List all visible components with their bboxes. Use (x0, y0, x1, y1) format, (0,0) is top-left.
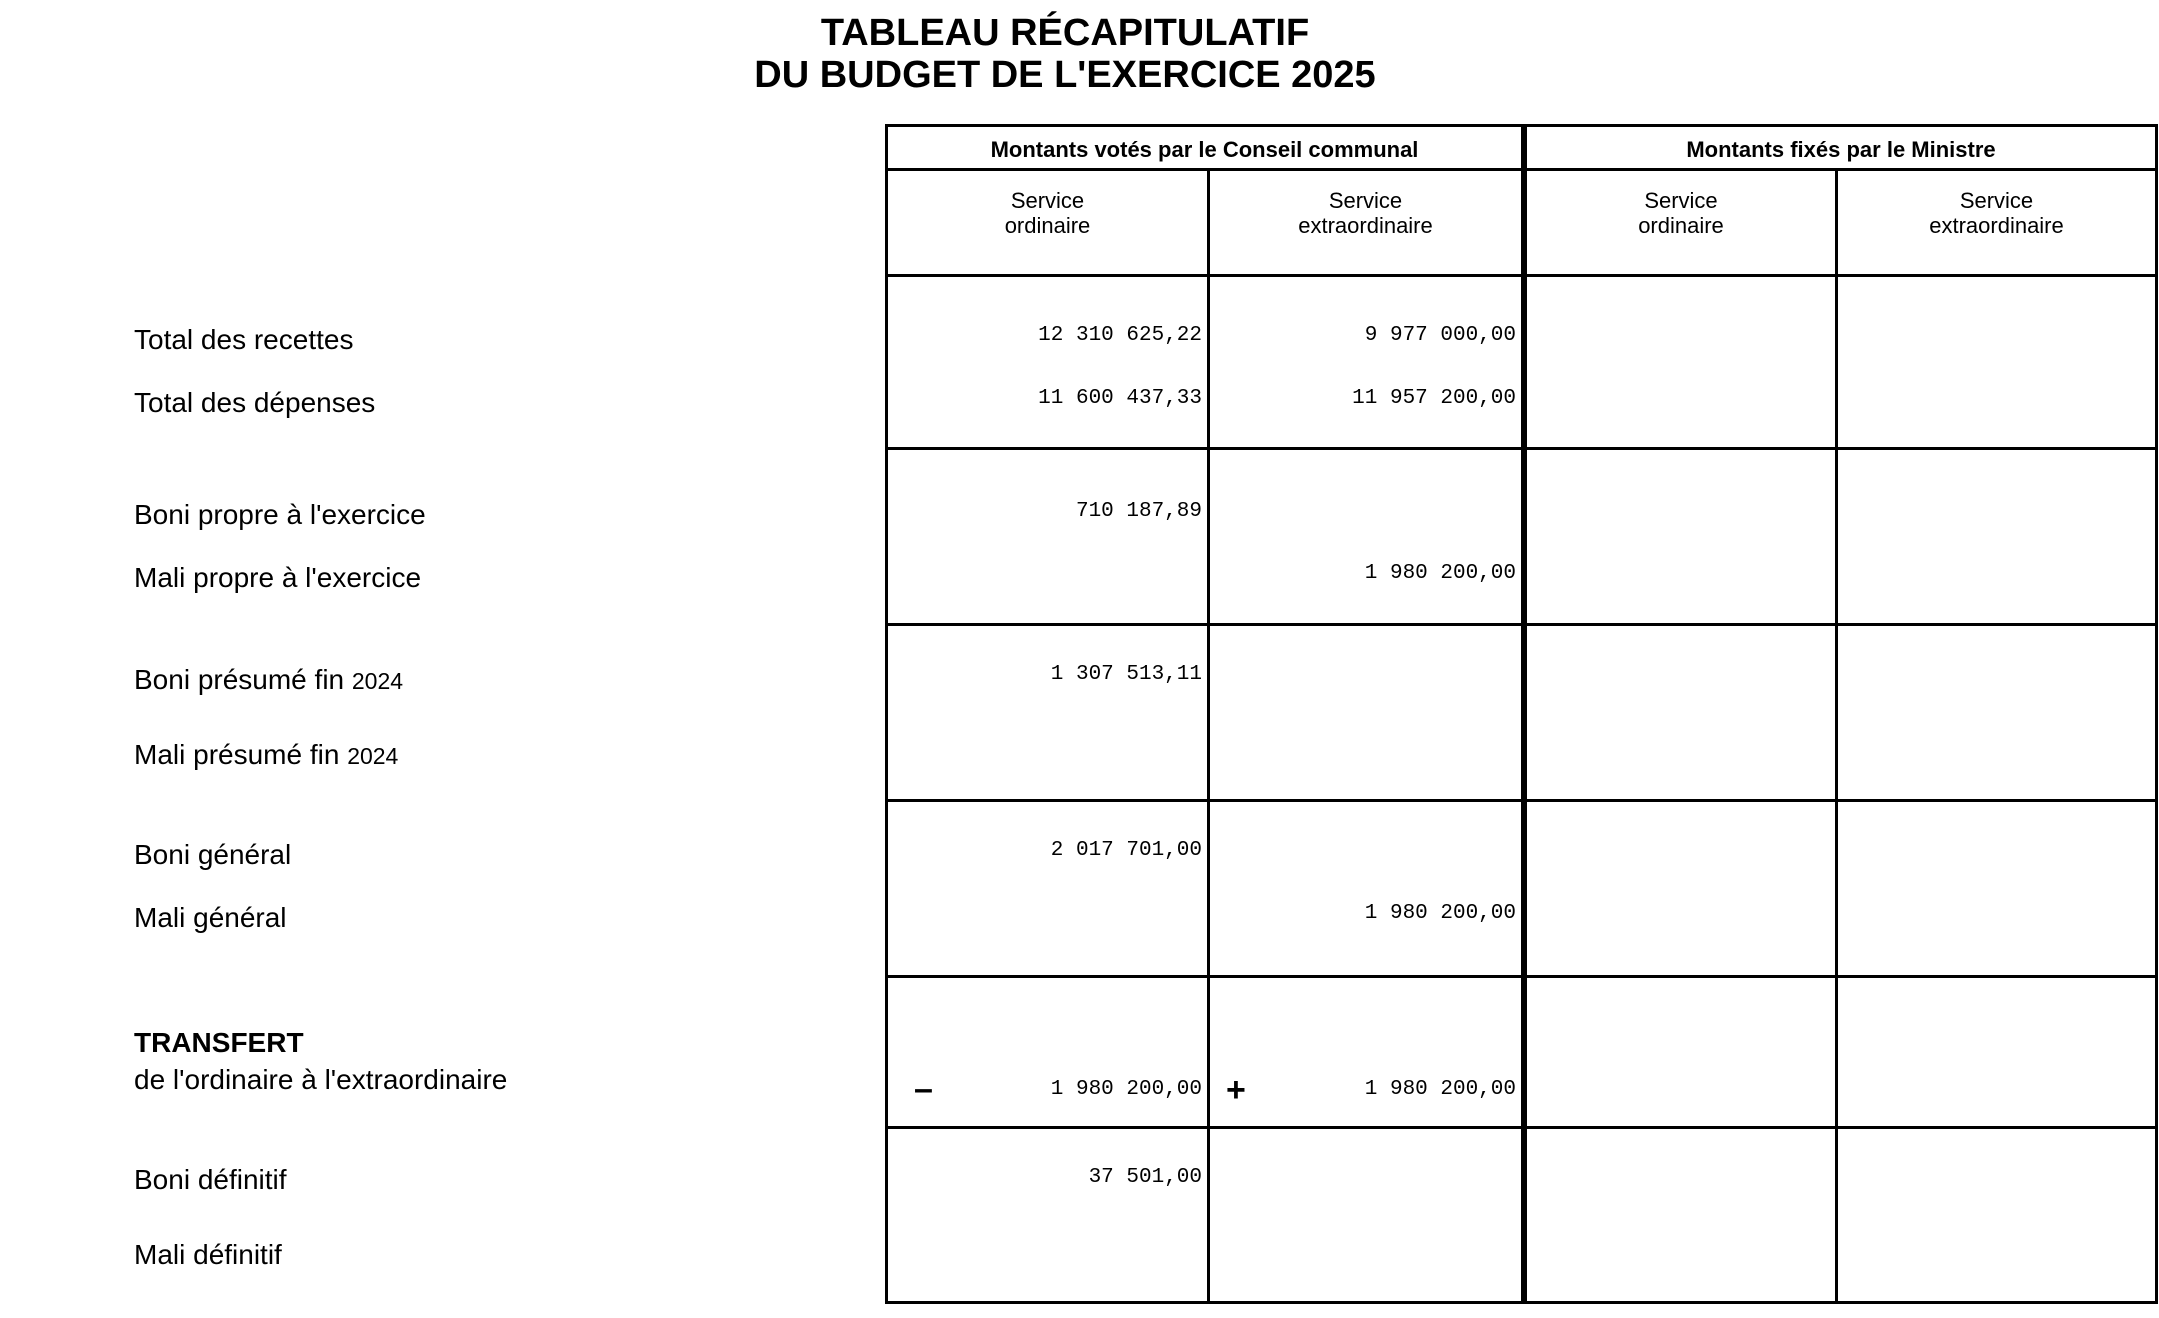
row-label-transfert: TRANSFERT (134, 1027, 304, 1058)
value-depenses-ordinaire: 11 600 437,33 (1038, 387, 1202, 410)
row-label-mali-presume: Mali présumé fin 2024 (134, 739, 399, 770)
grid-vline (1207, 168, 1210, 1304)
subheader-ministre-ordinaire: Service ordinaire (1638, 188, 1724, 238)
row-label-total-recettes: Total des recettes (134, 324, 354, 355)
row-label-mali-general: Mali général (134, 902, 287, 933)
row-label-total-depenses: Total des dépenses (134, 387, 376, 418)
row-label-boni-propre: Boni propre à l'exercice (134, 499, 426, 530)
page-title-line1: TABLEAU RÉCAPITULATIF (820, 12, 1310, 54)
subheader-conseil-extraordinaire: Service extraordinaire (1298, 188, 1433, 238)
header-ministre: Montants fixés par le Ministre (1686, 137, 1996, 162)
value-transfert-ordinaire: 1 980 200,00 (1050, 1078, 1202, 1101)
plus-sign: + (1226, 1071, 1246, 1109)
value-transfert-extraordinaire: 1 980 200,00 (1364, 1078, 1516, 1101)
row-label-mali-propre: Mali propre à l'exercice (134, 562, 422, 593)
subheader-ministre-extraordinaire: Service extraordinaire (1929, 188, 2064, 238)
grid-vline-divider (1521, 124, 1527, 1304)
grid-vline (1835, 168, 1838, 1304)
page-title-line2: DU BUDGET DE L'EXERCICE 2025 (754, 54, 1376, 96)
header-conseil-communal: Montants votés par le Conseil communal (990, 137, 1419, 162)
minus-sign: – (914, 1070, 933, 1108)
row-label-boni-definitif: Boni définitif (134, 1164, 287, 1195)
value-mali-general-extraordinaire: 1 980 200,00 (1364, 902, 1516, 925)
value-boni-definitif-ordinaire: 37 501,00 (1088, 1166, 1202, 1189)
grid-vline (885, 124, 888, 1304)
value-recettes-extraordinaire: 9 977 000,00 (1364, 324, 1516, 347)
value-boni-presume-ordinaire: 1 307 513,11 (1050, 663, 1202, 686)
value-recettes-ordinaire: 12 310 625,22 (1038, 324, 1202, 347)
row-label-boni-general: Boni général (134, 839, 292, 870)
value-mali-propre-extraordinaire: 1 980 200,00 (1364, 562, 1516, 585)
value-boni-propre-ordinaire: 710 187,89 (1075, 500, 1202, 523)
row-label-mali-definitif: Mali définitif (134, 1239, 282, 1270)
value-depenses-extraordinaire: 11 957 200,00 (1352, 387, 1516, 410)
subheader-conseil-ordinaire: Service ordinaire (1004, 188, 1091, 238)
value-boni-general-ordinaire: 2 017 701,00 (1050, 839, 1202, 862)
grid-vline (2155, 124, 2158, 1304)
row-label-boni-presume: Boni présumé fin 2024 (134, 664, 404, 695)
row-label-transfert-sub: de l'ordinaire à l'extraordinaire (134, 1064, 508, 1095)
